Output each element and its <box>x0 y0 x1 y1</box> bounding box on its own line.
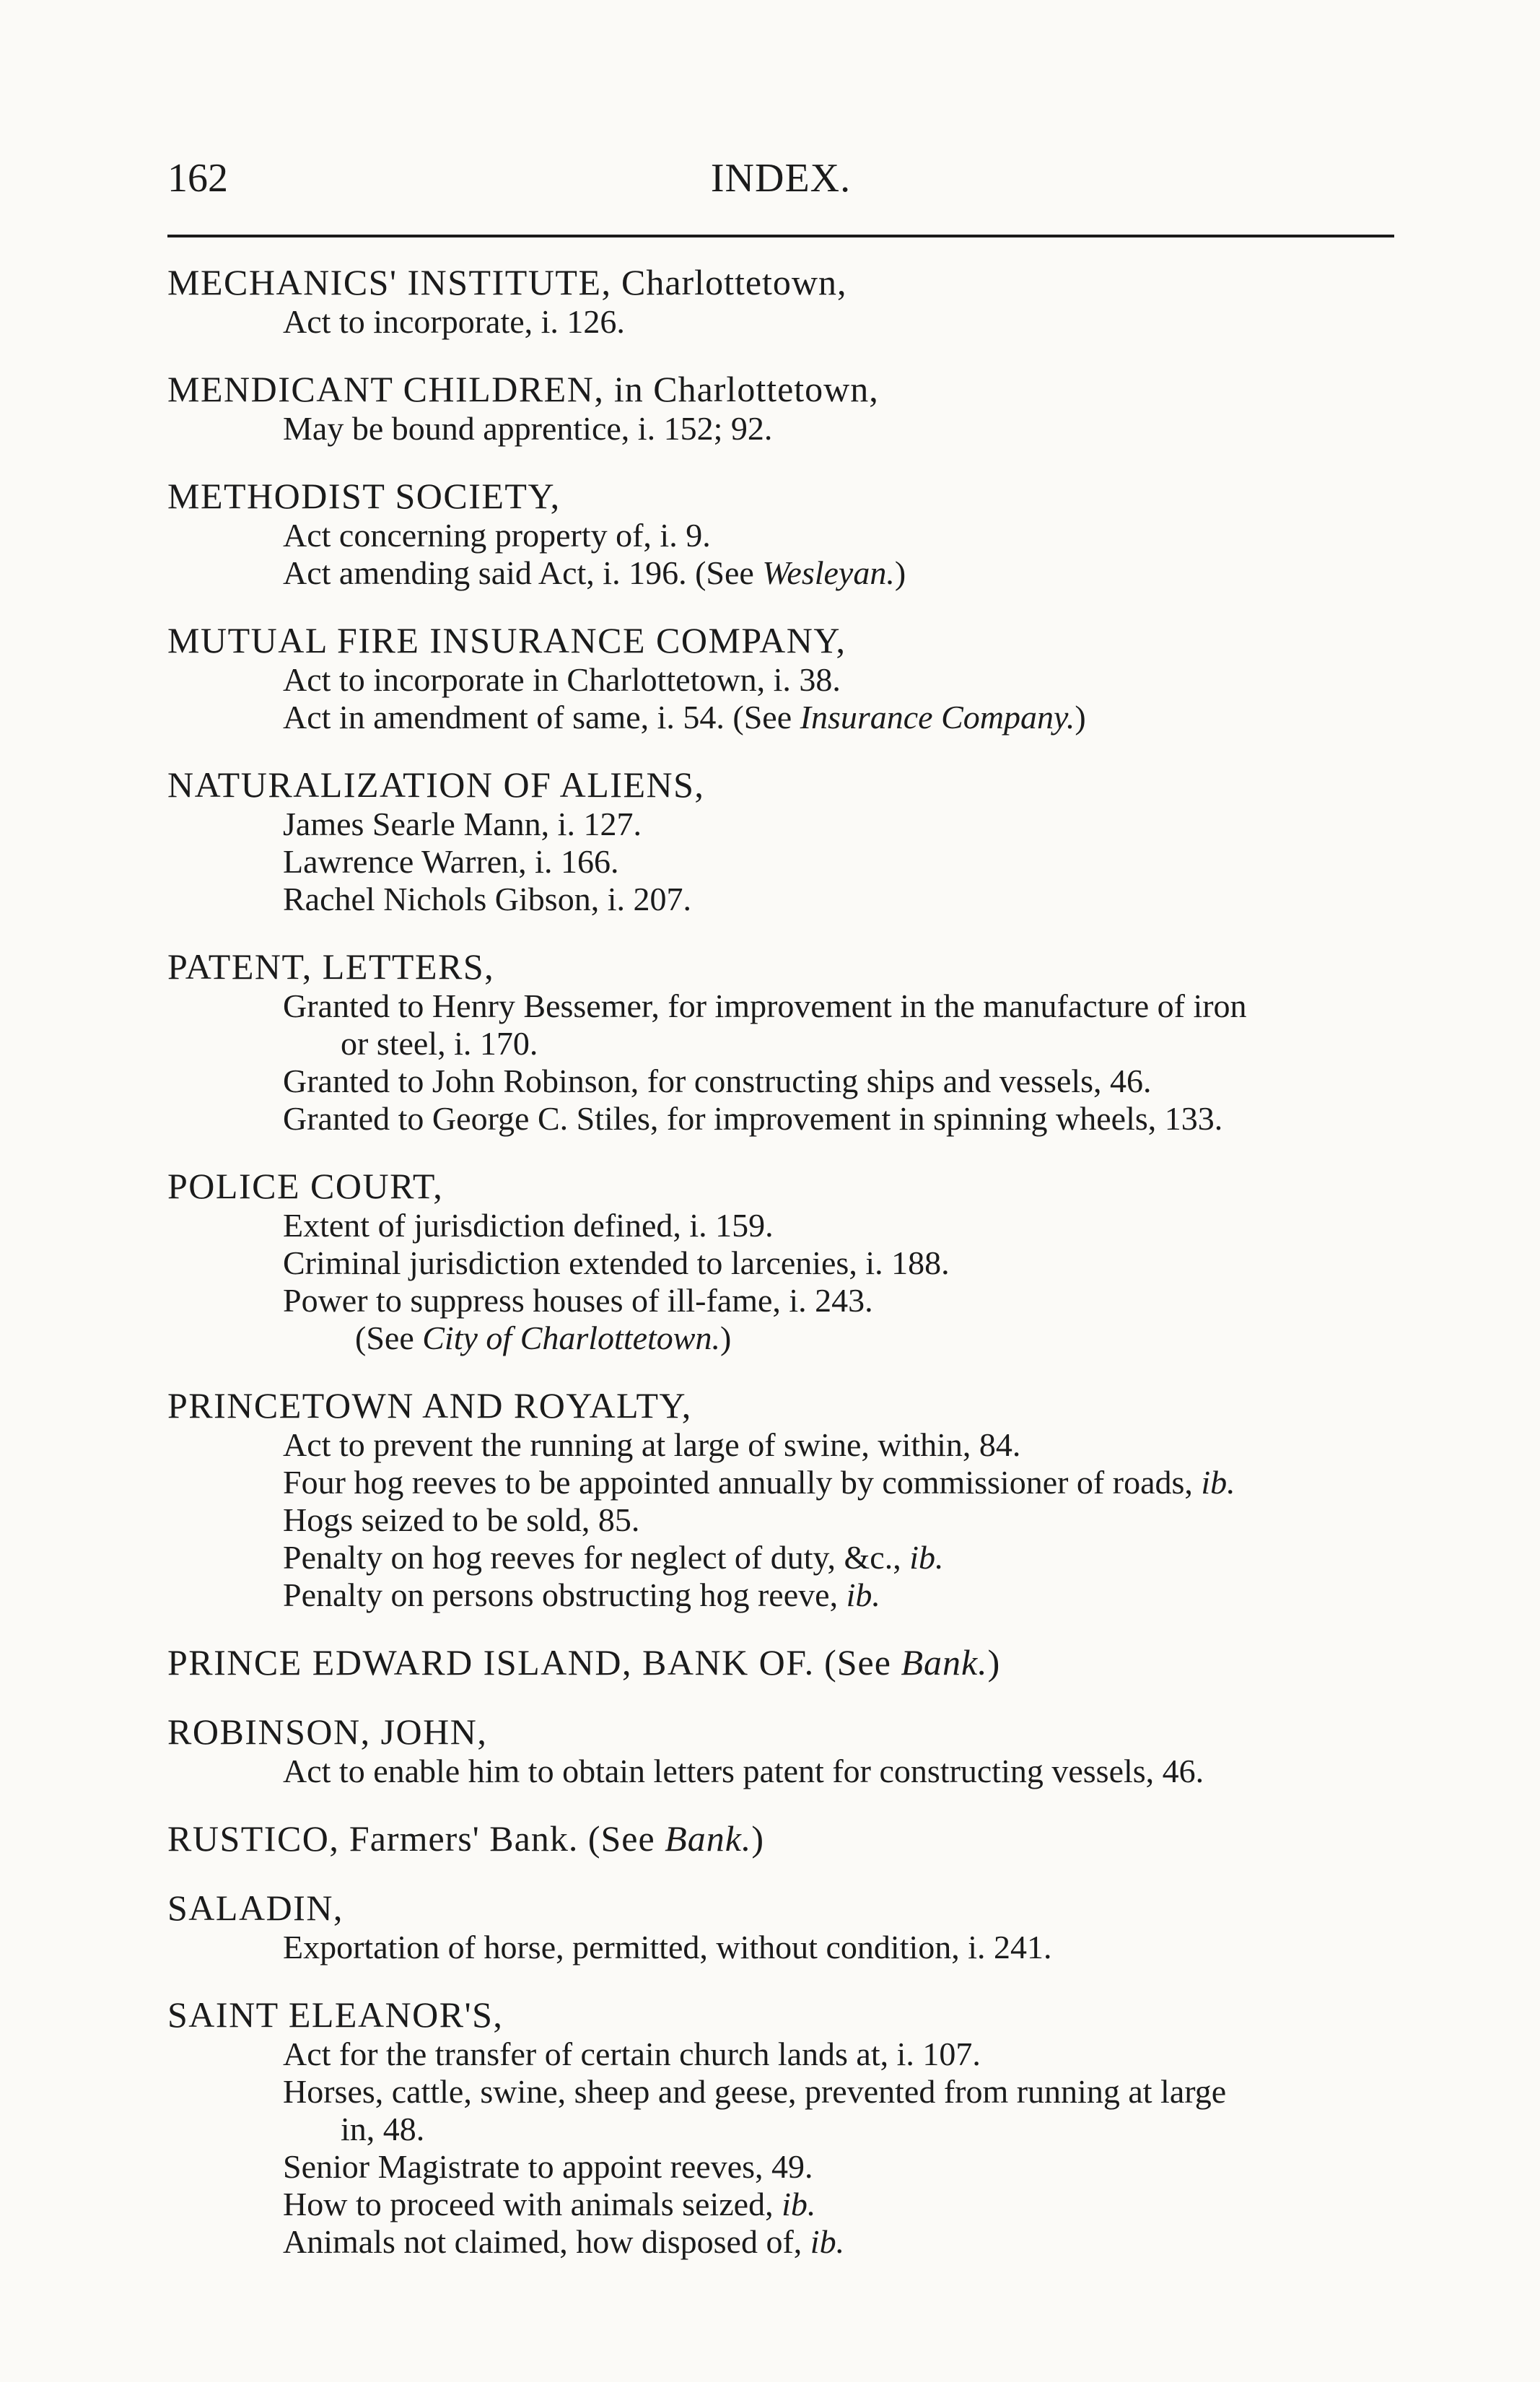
sub-entry <box>167 1063 1438 1100</box>
entry-heading-ref: Bank. <box>901 1642 988 1683</box>
sub-entry-ref: ib. <box>810 2223 845 2260</box>
entry-heading <box>167 475 1438 517</box>
sub-entry <box>167 1426 1438 1464</box>
entry-heading-caps: RUSTICO, <box>167 1818 340 1859</box>
sub-entry <box>167 699 1438 736</box>
sub-entry <box>167 1207 1438 1244</box>
sub-entry-ref: City of Charlottetown. <box>422 1319 720 1356</box>
sub-entry-text: Act to incorporate, i. 126. <box>283 303 625 340</box>
sub-entry-text: Act in amendment of same, i. 54. (See <box>283 699 800 736</box>
sub-entry-ref: ib. <box>909 1539 944 1576</box>
sub-entry-ref: ib. <box>782 2186 816 2222</box>
sub-entry <box>167 517 1438 554</box>
sub-entry <box>167 1282 1438 1319</box>
sub-entry-text: Rachel Nichols Gibson, i. 207. <box>283 881 691 917</box>
index-entry <box>167 764 1438 918</box>
sub-entry-text: Penalty on hog reeves for neglect of duty, &c., <box>283 1539 910 1576</box>
entry-heading-rest: Farmers' Bank. (See <box>339 1818 665 1859</box>
sub-entry <box>167 843 1438 881</box>
sub-entry <box>167 1244 1438 1282</box>
sub-entry <box>167 806 1438 843</box>
entry-heading <box>167 368 1438 410</box>
page-number: 162 <box>167 156 228 201</box>
entry-heading-caps: PATENT, LETTERS, <box>167 946 495 987</box>
index-entry <box>167 946 1438 1138</box>
sub-entry-text: Hogs seized to be sold, 85. <box>283 1501 640 1538</box>
sub-entry-text: Four hog reeves to be appointed annually by commissioner of roads, <box>283 1464 1202 1501</box>
header-rule <box>167 235 1394 237</box>
sub-entry <box>167 303 1438 341</box>
sub-entry-text: Granted to George C. Stiles, for improvement in spinning wheels, 133. <box>283 1100 1223 1137</box>
sub-entry <box>167 1753 1438 1790</box>
entry-heading-caps: POLICE COURT, <box>167 1166 444 1206</box>
sub-entry-text: Act concerning property of, i. 9. <box>283 517 711 554</box>
sub-entry-ref: ib. <box>1201 1464 1235 1501</box>
sub-entry-text: Granted to Henry Bessemer, for improvement in the manufacture of iron <box>283 987 1247 1024</box>
entry-heading-caps: MECHANICS' INSTITUTE, <box>167 262 612 302</box>
entry-heading-rest: (See <box>814 1642 901 1683</box>
sub-entry <box>167 2036 1438 2073</box>
index-entries <box>167 261 1438 2288</box>
sub-entry-ref: ib. <box>846 1576 880 1613</box>
index-entry <box>167 475 1438 592</box>
sub-entry <box>167 661 1438 699</box>
sub-entry-after: ) <box>894 554 906 591</box>
entry-heading-after: ) <box>751 1818 765 1859</box>
sub-entry-text: Criminal jurisdiction extended to larcenies, i. 188. <box>283 1244 950 1281</box>
sub-entry-text: (See <box>355 1319 423 1356</box>
sub-entry-text: May be bound apprentice, i. 152; 92. <box>283 410 773 447</box>
entry-heading-caps: METHODIST SOCIETY, <box>167 476 561 516</box>
page-header <box>167 155 1394 213</box>
entry-heading-caps: MUTUAL FIRE INSURANCE COMPANY, <box>167 620 846 660</box>
sub-entry-ref: Wesleyan. <box>762 554 895 591</box>
sub-entry-ref: Insurance Company. <box>800 699 1075 736</box>
entry-heading-ref: Bank. <box>665 1818 752 1859</box>
sub-entry <box>167 2073 1438 2148</box>
index-entry <box>167 1818 1438 1859</box>
sub-entry-text: Lawrence Warren, i. 166. <box>283 843 619 880</box>
entry-heading-rest: in Charlottetown, <box>604 369 879 409</box>
entry-heading-caps: NATURALIZATION OF ALIENS, <box>167 764 705 805</box>
sub-entry-text: James Searle Mann, i. 127. <box>283 806 642 842</box>
sub-entry <box>167 1576 1438 1614</box>
sub-entry-text: Exportation of horse, permitted, without condition, i. 241. <box>283 1929 1052 1966</box>
entry-heading <box>167 1165 1438 1207</box>
sub-entry-text: Granted to John Robinson, for constructing ships and vessels, 46. <box>283 1063 1152 1099</box>
entry-heading <box>167 1887 1438 1929</box>
entry-heading <box>167 1641 1438 1683</box>
sub-entry <box>167 2148 1438 2186</box>
index-entry <box>167 368 1438 448</box>
sub-entry <box>167 1319 1438 1357</box>
sub-entry <box>167 554 1438 592</box>
sub-entry-continuation: in, 48. <box>341 2111 425 2147</box>
sub-entry <box>167 1100 1438 1138</box>
sub-entry-text: How to proceed with animals seized, <box>283 2186 782 2222</box>
sub-entry-text: Animals not claimed, how disposed of, <box>283 2223 810 2260</box>
sub-entry-text: Senior Magistrate to appoint reeves, 49. <box>283 2148 813 2185</box>
sub-entry-continuation: or steel, i. 170. <box>341 1025 538 1062</box>
index-entry <box>167 261 1438 341</box>
entry-heading <box>167 1384 1438 1426</box>
running-title: INDEX. <box>710 156 852 201</box>
index-entry <box>167 1384 1438 1614</box>
entry-heading-caps: PRINCETOWN AND ROYALTY, <box>167 1385 692 1426</box>
sub-entry-text: Act to prevent the running at large of swine, within, 84. <box>283 1426 1021 1463</box>
sub-entry <box>167 410 1438 448</box>
sub-entry-text: Penalty on persons obstructing hog reeve, <box>283 1576 846 1613</box>
entry-heading <box>167 619 1438 661</box>
index-entry <box>167 1165 1438 1357</box>
index-entry <box>167 1887 1438 1966</box>
sub-entry <box>167 1929 1438 1966</box>
index-entry <box>167 1994 1438 2261</box>
sub-entry <box>167 2186 1438 2223</box>
entry-heading-caps: ROBINSON, JOHN, <box>167 1711 488 1752</box>
sub-entry <box>167 1539 1438 1576</box>
sub-entry-text: Act to incorporate in Charlottetown, i. 38. <box>283 661 841 698</box>
sub-entry-after: ) <box>720 1319 732 1356</box>
sub-entry-text: Power to suppress houses of ill-fame, i. 243. <box>283 1282 873 1319</box>
entry-heading <box>167 946 1438 987</box>
entry-heading <box>167 261 1438 303</box>
sub-entry-text: Act to enable him to obtain letters patent for constructing vessels, 46. <box>283 1753 1204 1789</box>
entry-heading-rest: Charlottetown, <box>611 262 847 302</box>
sub-entry-text: Horses, cattle, swine, sheep and geese, prevented from running at large <box>283 2073 1227 2110</box>
sub-entry-text: Act amending said Act, i. 196. (See <box>283 554 763 591</box>
index-entry <box>167 1641 1438 1683</box>
sub-entry <box>167 1501 1438 1539</box>
entry-heading-caps: SAINT ELEANOR'S, <box>167 1994 504 2035</box>
entry-heading-caps: PRINCE EDWARD ISLAND, BANK OF. <box>167 1642 815 1683</box>
sub-entry-text: Act for the transfer of certain church lands at, i. 107. <box>283 2036 981 2072</box>
sub-entry <box>167 1464 1438 1501</box>
sub-entry <box>167 987 1438 1063</box>
sub-entry-after: ) <box>1075 699 1086 736</box>
entry-heading <box>167 1994 1438 2036</box>
entry-heading-caps: MENDICANT CHILDREN, <box>167 369 605 409</box>
entry-heading-caps: SALADIN, <box>167 1888 344 1928</box>
sub-entry <box>167 881 1438 918</box>
entry-heading <box>167 764 1438 806</box>
sub-entry-text: Extent of jurisdiction defined, i. 159. <box>283 1207 774 1244</box>
index-entry <box>167 1711 1438 1790</box>
entry-heading <box>167 1711 1438 1753</box>
index-entry <box>167 619 1438 736</box>
entry-heading <box>167 1818 1438 1859</box>
entry-heading-after: ) <box>987 1642 1001 1683</box>
sub-entry <box>167 2223 1438 2261</box>
